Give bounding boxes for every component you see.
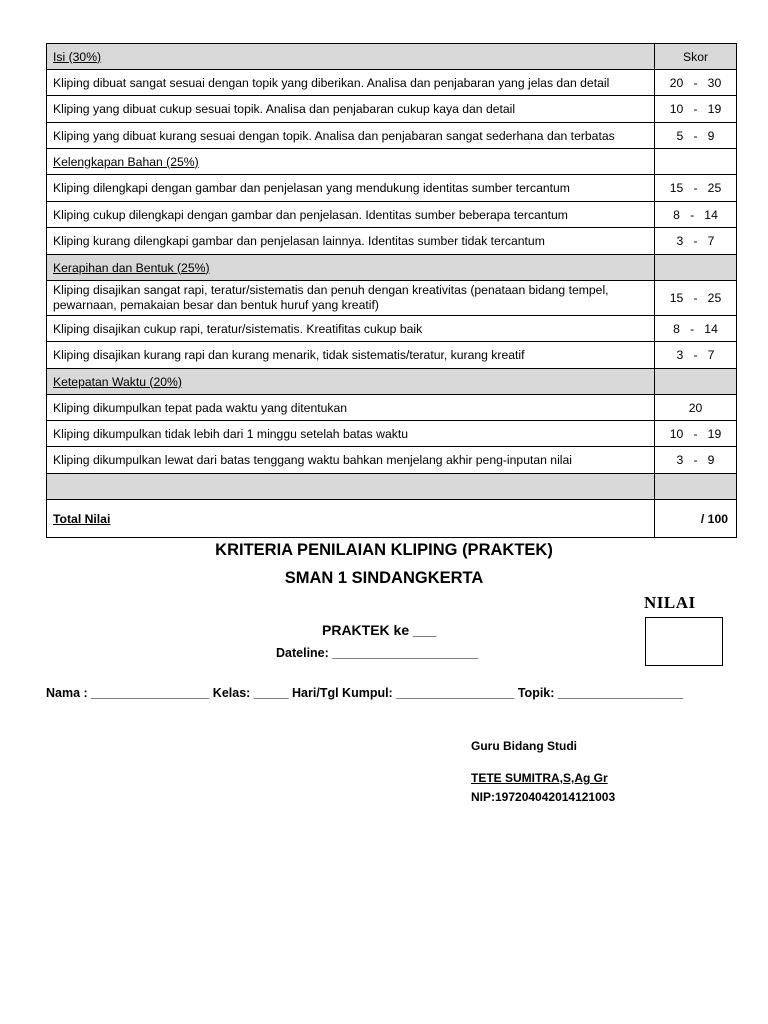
section-row xyxy=(47,369,737,395)
section-header-kerapihan: Kerapihan dan Bentuk (25%) xyxy=(47,255,655,281)
table-row xyxy=(47,395,737,421)
section-row xyxy=(47,255,737,281)
document-title: KRITERIA PENILAIAN KLIPING (PRAKTEK) xyxy=(215,541,553,559)
table-row xyxy=(47,70,737,96)
nilai-score-box[interactable] xyxy=(645,617,723,666)
dateline-field[interactable]: Dateline: _____________________ xyxy=(276,646,479,660)
blank-cell xyxy=(655,474,737,500)
score-column-header: Skor xyxy=(655,44,737,70)
criteria-cell: Kliping disajikan kurang rapi dan kurang menarik, tidak sistematis/teratur, kurang kreatif xyxy=(47,342,655,369)
criteria-cell: Kliping cukup dilengkapi dengan gambar dan penjelasan. Identitas sumber beberapa tercantum xyxy=(47,202,655,228)
table-row xyxy=(47,342,737,369)
signature-role: Guru Bidang Studi xyxy=(471,739,577,753)
criteria-cell: Kliping disajikan cukup rapi, teratur/sistematis. Kreatifitas cukup baik xyxy=(47,316,655,342)
signature-name: TETE SUMITRA,S,Ag Gr xyxy=(471,771,608,785)
rubric-table xyxy=(46,43,737,538)
table-row xyxy=(47,175,737,202)
blank-row xyxy=(47,474,737,500)
criteria-cell: Kliping dilengkapi dengan gambar dan penjelasan yang mendukung identitas sumber tercantum xyxy=(47,175,655,202)
criteria-cell: Kliping dikumpulkan tepat pada waktu yang ditentukan xyxy=(47,395,655,421)
score-cell: 8 - 14 xyxy=(655,202,737,228)
section-header-ketepatan: Ketepatan Waktu (20%) xyxy=(47,369,655,395)
table-row xyxy=(47,96,737,123)
criteria-cell: Kliping yang dibuat kurang sesuai dengan topik. Analisa dan penjabaran sangat sederhana dan terbatas xyxy=(47,123,655,149)
table-row xyxy=(47,228,737,255)
table-row xyxy=(47,447,737,474)
score-cell: 20 xyxy=(655,395,737,421)
total-row xyxy=(47,500,737,538)
student-info-line[interactable]: Nama : _________________ Kelas: _____ Hari/Tgl Kumpul: _________________ Topik: __________________ xyxy=(46,686,684,700)
score-cell: 15 - 25 xyxy=(655,281,737,316)
score-cell xyxy=(655,255,737,281)
section-row xyxy=(47,149,737,175)
signature-nip: NIP:197204042014121003 xyxy=(471,790,616,804)
score-cell: 10 - 19 xyxy=(655,96,737,123)
score-cell: 8 - 14 xyxy=(655,316,737,342)
table-header-row xyxy=(47,44,737,70)
criteria-cell: Kliping kurang dilengkapi gambar dan penjelasan lainnya. Identitas sumber tidak tercantum xyxy=(47,228,655,255)
score-cell xyxy=(655,149,737,175)
criteria-cell: Kliping yang dibuat cukup sesuai topik. Analisa dan penjabaran cukup kaya dan detail xyxy=(47,96,655,123)
score-cell: 3 - 7 xyxy=(655,228,737,255)
blank-cell xyxy=(47,474,655,500)
score-cell: 10 - 19 xyxy=(655,421,737,447)
criteria-cell: Kliping dibuat sangat sesuai dengan topik yang diberikan. Analisa dan penjabaran yang jelas dan detail xyxy=(47,70,655,96)
table-row xyxy=(47,202,737,228)
criteria-cell: Kliping dikumpulkan lewat dari batas tenggang waktu bahkan menjelang akhir peng-inputan nilai xyxy=(47,447,655,474)
section-header-isi: Isi (30%) xyxy=(47,44,655,70)
table-row xyxy=(47,316,737,342)
score-cell: 3 - 9 xyxy=(655,447,737,474)
school-name: SMAN 1 SINDANGKERTA xyxy=(284,569,484,587)
criteria-cell: Kliping disajikan sangat rapi, teratur/sistematis dan penuh dengan kreativitas (penataan bidang tempel, pewarnaan, pemakaian besar dan bentuk huruf yang kreatif) xyxy=(47,281,655,316)
criteria-cell: Kliping dikumpulkan tidak lebih dari 1 minggu setelah batas waktu xyxy=(47,421,655,447)
score-cell xyxy=(655,369,737,395)
score-cell: 3 - 7 xyxy=(655,342,737,369)
score-cell: 20 - 30 xyxy=(655,70,737,96)
table-row xyxy=(47,421,737,447)
table-row xyxy=(47,281,737,316)
table-row xyxy=(47,123,737,149)
total-label: Total Nilai xyxy=(47,500,655,538)
nilai-label: NILAI xyxy=(644,593,696,612)
score-cell: 15 - 25 xyxy=(655,175,737,202)
section-header-kelengkapan: Kelengkapan Bahan (25%) xyxy=(47,149,655,175)
total-score: / 100 xyxy=(655,500,737,538)
praktek-number-field[interactable]: PRAKTEK ke ___ xyxy=(322,622,437,638)
score-cell: 5 - 9 xyxy=(655,123,737,149)
